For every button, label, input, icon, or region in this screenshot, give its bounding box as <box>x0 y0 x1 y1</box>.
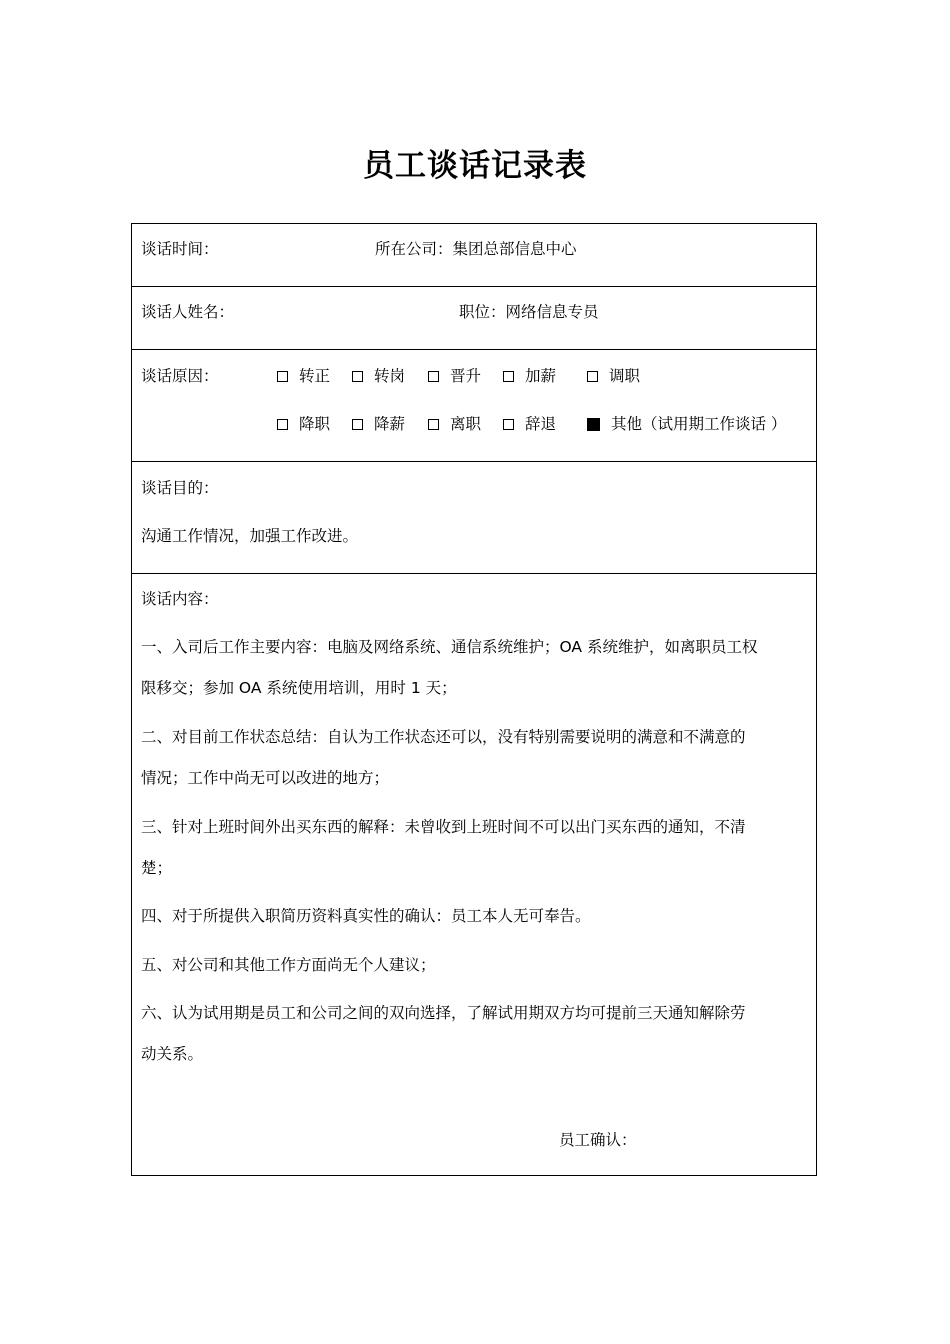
option-label: 调职 <box>609 367 641 385</box>
option-label: 加薪 <box>525 367 557 385</box>
row-reason <box>132 350 816 462</box>
content-line: 四、对于所提供入职简历资料真实性的确认：员工本人无可奉告。 <box>141 907 591 925</box>
interview-record-form <box>131 223 817 1176</box>
content-line: 楚； <box>141 859 173 877</box>
checkbox-icon <box>587 371 598 382</box>
option-label: 转正 <box>299 367 331 385</box>
position-field <box>459 302 599 322</box>
reason-option-promotion[interactable] <box>428 366 481 386</box>
checked-checkbox-icon <box>587 418 600 431</box>
reason-option-regularize[interactable] <box>277 366 330 386</box>
reason-option-resignation[interactable] <box>428 414 481 434</box>
content-line: 动关系。 <box>141 1045 204 1063</box>
reason-option-raise[interactable] <box>503 366 556 386</box>
checkbox-icon <box>428 419 439 430</box>
checkbox-icon <box>503 419 514 430</box>
row-time-company <box>132 224 816 287</box>
company-label: 所在公司： <box>375 240 453 258</box>
position-label: 职位： <box>459 303 506 321</box>
checkbox-icon <box>277 419 288 430</box>
reason-option-demotion[interactable] <box>277 414 330 434</box>
row-name-position <box>132 287 816 350</box>
option-label: 离职 <box>450 415 482 433</box>
checkbox-icon <box>352 419 363 430</box>
position-value: 网络信息专员 <box>505 303 599 321</box>
reason-option-dismissal[interactable] <box>503 414 556 434</box>
reason-option-reassign[interactable] <box>587 366 640 386</box>
option-label: 降职 <box>299 415 331 433</box>
checkbox-icon <box>277 371 288 382</box>
row-content <box>132 574 816 1177</box>
employee-confirm-label: 员工确认： <box>559 1131 637 1149</box>
interviewee-name-label: 谈话人姓名： <box>141 303 235 321</box>
reason-option-transfer-post[interactable] <box>352 366 405 386</box>
interview-time-label: 谈话时间： <box>141 240 219 258</box>
reason-label: 谈话原因： <box>141 367 219 385</box>
content-line: 二、对目前工作状态总结：自认为工作状态还可以，没有特别需要说明的满意和不满意的 <box>141 728 746 746</box>
reason-option-pay-cut[interactable] <box>352 414 405 434</box>
company-value: 集团总部信息中心 <box>452 240 577 258</box>
content-line: 一、入司后工作主要内容：电脑及网络系统、通信系统维护；OA 系统维护，如离职员工权 <box>141 638 758 656</box>
checkbox-icon <box>503 371 514 382</box>
content-line: 限移交；参加 OA 系统使用培训，用时 1 天； <box>141 679 457 697</box>
content-label: 谈话内容： <box>141 590 219 608</box>
option-label: 晋升 <box>450 367 482 385</box>
reason-option-other[interactable] <box>587 414 786 434</box>
checkbox-icon <box>352 371 363 382</box>
option-label: 降薪 <box>374 415 406 433</box>
company-field <box>375 239 577 259</box>
option-label: 转岗 <box>374 367 406 385</box>
content-line: 情况；工作中尚无可以改进的地方； <box>141 769 390 787</box>
content-line: 六、认为试用期是员工和公司之间的双向选择，了解试用期双方均可提前三天通知解除劳 <box>141 1004 746 1022</box>
purpose-label: 谈话目的： <box>141 479 219 497</box>
checkbox-icon <box>428 371 439 382</box>
page-title: 员工谈话记录表 <box>363 148 587 184</box>
option-label: 辞退 <box>525 415 557 433</box>
option-label: 其他（试用期工作谈话 ） <box>611 415 787 433</box>
row-purpose <box>132 462 816 574</box>
purpose-text: 沟通工作情况，加强工作改进。 <box>141 527 359 545</box>
content-line: 三、针对上班时间外出买东西的解释：未曾收到上班时间不可以出门买东西的通知，不清 <box>141 818 746 836</box>
content-line: 五、对公司和其他工作方面尚无个人建议； <box>141 956 436 974</box>
